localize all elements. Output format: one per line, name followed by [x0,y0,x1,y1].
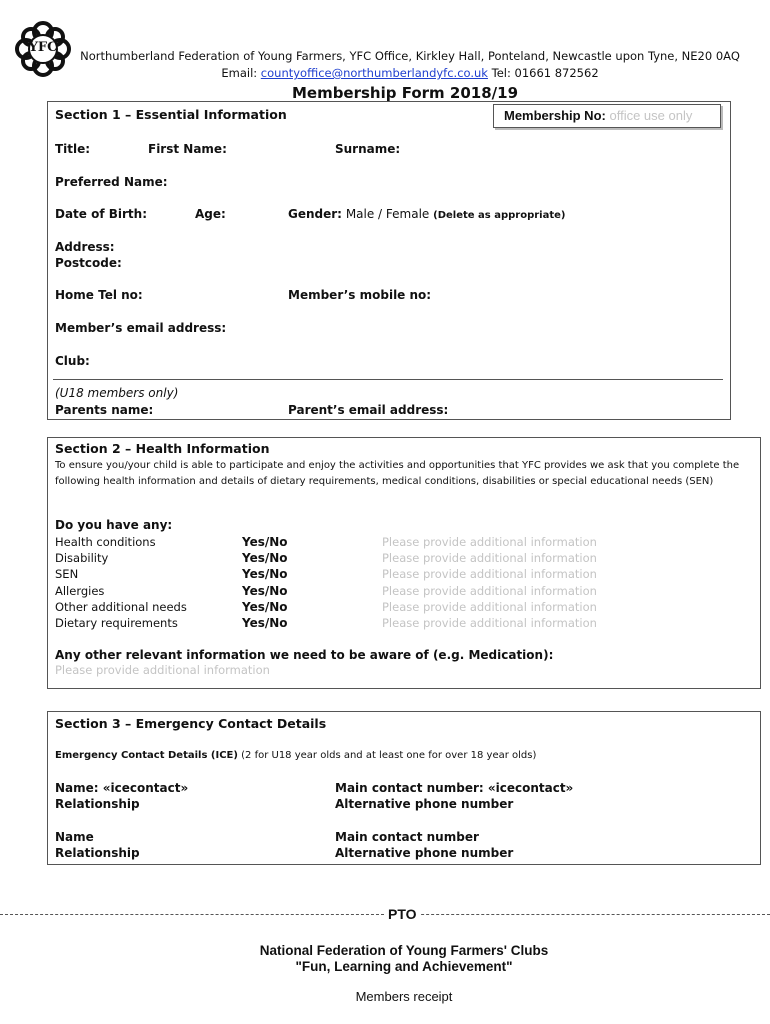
health-item-answer[interactable]: Yes/No [242,600,288,614]
parent-email-field[interactable]: Parent’s email address: [288,403,449,417]
contact-2-main-number[interactable]: Main contact number [335,830,479,844]
logo-text: YFC [28,40,58,55]
health-question: Do you have any: [55,518,173,532]
contact-1-main-number[interactable]: Main contact number: «icecontact» [335,781,574,795]
health-item-answer[interactable]: Yes/No [242,616,288,630]
contact-2-relationship[interactable]: Relationship [55,846,140,860]
gender-options[interactable]: Male / Female [345,207,430,221]
health-item-label: Disability [55,551,109,565]
health-item-info-input[interactable]: Please provide additional information [382,567,597,581]
health-item-label: Other additional needs [55,600,187,614]
health-item-answer[interactable]: Yes/No [242,584,288,598]
surname-field[interactable]: Surname: [335,142,401,156]
dob-field[interactable]: Date of Birth: [55,207,148,221]
contact-1-name[interactable]: Name: «icecontact» [55,781,189,795]
gender-note: (Delete as appropriate) [433,210,566,221]
ice-note-text: (2 for U18 year olds and at least one for over 18 year olds) [241,750,537,761]
header-address: Northumberland Federation of Young Farmers, YFC Office, Kirkley Hall, Ponteland, Newcastle upon Tyne, NE20 0AQ [80,49,740,63]
membership-no-label: Membership No: [504,108,606,123]
health-item-info-input[interactable]: Please provide additional information [382,584,597,598]
header-contact [60,66,760,80]
section-2-title: Section 2 – Health Information [55,441,270,456]
mobile-field[interactable]: Member’s mobile no: [288,288,432,302]
health-item-info-input[interactable]: Please provide additional information [382,551,597,565]
health-item-label: Allergies [55,584,105,598]
health-item-info-input[interactable]: Please provide additional information [382,600,597,614]
email-link[interactable]: countyoffice@northumberlandyfc.co.uk [260,66,488,80]
ice-note [55,750,536,761]
section-3-title: Section 3 – Emergency Contact Details [55,716,327,731]
section-1-title: Section 1 – Essential Information [55,107,287,122]
first-name-field[interactable]: First Name: [148,142,227,156]
form-title: Membership Form 2018/19 [291,84,519,102]
contact-2-name[interactable]: Name [55,830,94,844]
section-2-intro: To ensure you/your child is able to participate and enjoy the activities and opportunities that YFC provides we ask that you complete the following health information and details of dietary requirements, medical conditions, disabilities or special educational needs (SEN) [55,460,740,487]
contact-1-relationship[interactable]: Relationship [55,797,140,811]
health-item-label: Health conditions [55,535,156,549]
club-field[interactable]: Club: [55,354,90,368]
contact-2-alt-number[interactable]: Alternative phone number [335,846,514,860]
parents-name-field[interactable]: Parents name: [55,403,154,417]
gender-field[interactable] [288,207,565,221]
ice-label: Emergency Contact Details (ICE) [55,750,238,761]
health-item-answer[interactable]: Yes/No [242,567,288,581]
membership-no-box [493,104,721,128]
postcode-field[interactable]: Postcode: [55,256,122,270]
health-item-label: SEN [55,567,79,581]
preferred-name-field[interactable]: Preferred Name: [55,175,168,189]
tel: Tel: 01661 872562 [491,66,599,80]
footer-org: National Federation of Young Farmers' Clubs [259,943,549,958]
other-info-input[interactable]: Please provide additional information [55,663,270,677]
health-item-info-input[interactable]: Please provide additional information [382,616,597,630]
footer-motto: "Fun, Learning and Achievement" [295,959,513,974]
gender-label: Gender: [288,207,342,221]
other-info-label: Any other relevant information we need to be aware of (e.g. Medication): [55,648,554,662]
health-item-info-input[interactable]: Please provide additional information [382,535,597,549]
address-field[interactable]: Address: [55,240,115,254]
health-item-answer[interactable]: Yes/No [242,551,288,565]
health-item-label: Dietary requirements [55,616,178,630]
footer-receipt: Members receipt [355,989,453,1004]
email-label: Email: [221,66,258,80]
contact-1-alt-number[interactable]: Alternative phone number [335,797,514,811]
title-field[interactable]: Title: [55,142,91,156]
section-1-divider [53,379,723,380]
health-item-answer[interactable]: Yes/No [242,535,288,549]
membership-no-input[interactable]: office use only [609,108,693,123]
u18-note: (U18 members only) [55,386,179,400]
pto-label: PTO [384,906,421,922]
age-field[interactable]: Age: [195,207,226,221]
member-email-field[interactable]: Member’s email address: [55,321,227,335]
home-tel-field[interactable]: Home Tel no: [55,288,143,302]
